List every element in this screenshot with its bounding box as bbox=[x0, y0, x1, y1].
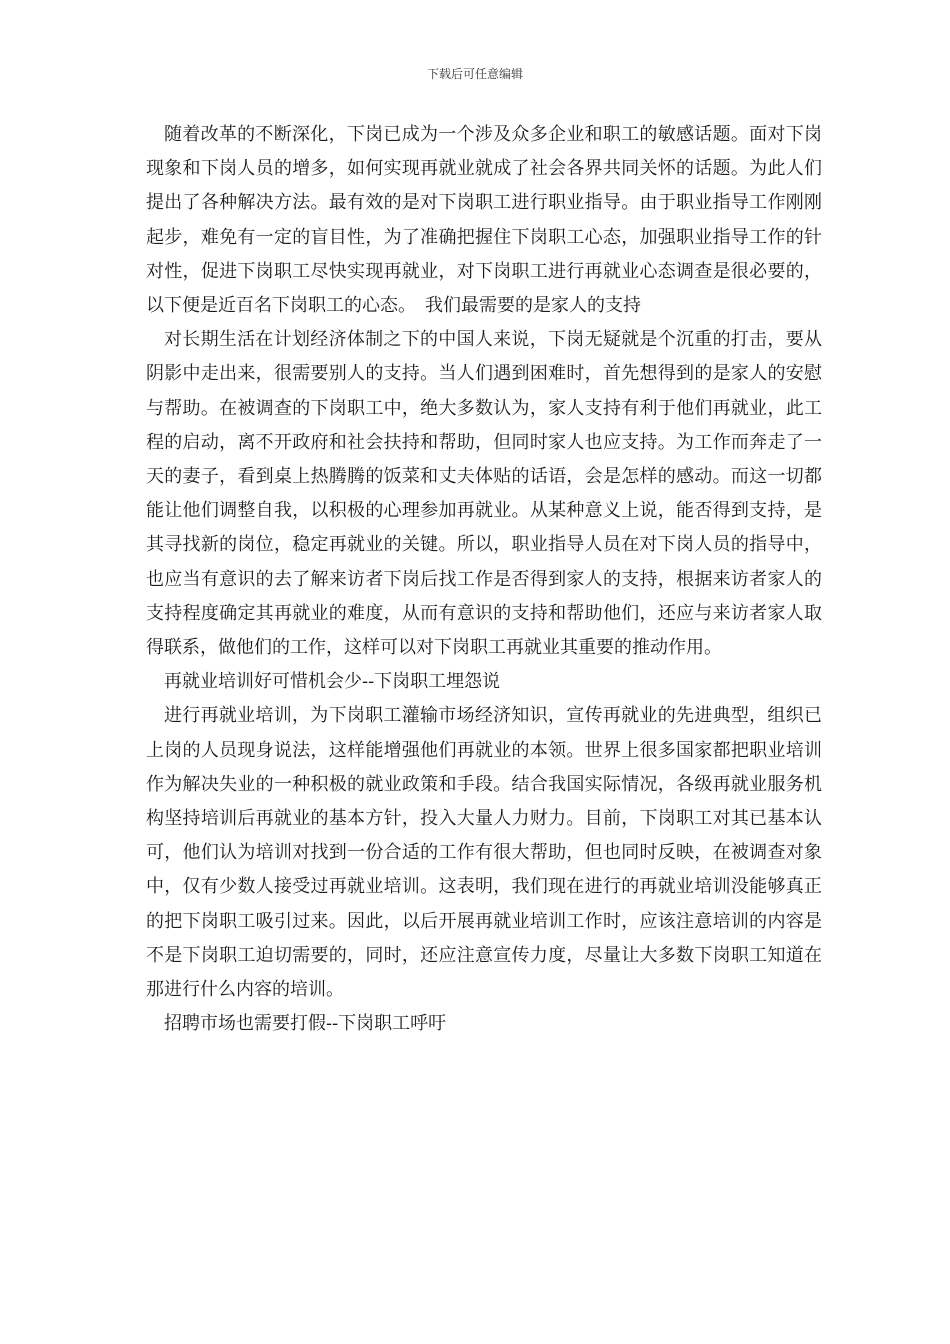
section-heading-recruitment: 招聘市场也需要打假--下岗职工呼吁 bbox=[164, 1013, 447, 1035]
paragraph-intro: 随着改革的不断深化，下岗已成为一个涉及众多企业和职工的敏感话题。面对下岗现象和下岗人员的增多，如何实现再就业就成了社会各界共同关怀的话题。为此人们提出了各种解决方法。最有效的是对下岗职工进行职业指导。由于职业指导工作刚刚起步，难免有一定的盲目性，为了准确把握住下岗职工心态，加强职业指导工作的针对性，促进下岗职工尽快实现再就业，对下岗职工进行再就业心态调查是很必要的，以下便是近百名下岗职工的心态。 我们最需要的是家人的支持 bbox=[146, 124, 822, 317]
paragraph-family-support: 对长期生活在计划经济体制之下的中国人来说，下岗无疑就是个沉重的打击，要从阴影中走出来，很需要别人的支持。当人们遇到困难时，首先想得到的是家人的安慰与帮助。在被调查的下岗职工中，绝大多数认为，家人支持有利于他们再就业，此工程的启动，离不开政府和社会扶持和帮助，但同时家人也应支持。为工作而奔走了一天的妻子，看到桌上热腾腾的饭菜和丈夫体贴的话语，会是怎样的感动。而这一切都能让他们调整自我，以积极的心理参加再就业。从某种意义上说，能否得到支持，是其寻找新的岗位，稳定再就业的关键。所以，职业指导人员在对下岗人员的指导中，也应当有意识的去了解来访者下岗后找工作是否得到家人的支持，根据来访者家人的支持程度确定其再就业的难度，从而有意识的支持和帮助他们，还应与来访者家人取得联系，做他们的工作，这样可以对下岗职工再就业其重要的推动作用。 bbox=[146, 329, 822, 659]
section-heading-training: 再就业培训好可惜机会少--下岗职工埋怨说 bbox=[164, 671, 501, 693]
paragraph-training: 进行再就业培训，为下岗职工灌输市场经济知识，宣传再就业的先进典型，组织已上岗的人员现身说法，这样能增强他们再就业的本领。世界上很多国家都把职业培训作为解决失业的一种积极的就业政策和手段。结合我国实际情况，各级再就业服务机构坚持培训后再就业的基本方针，投入大量人力财力。目前，下岗职工对其已基本认可，他们认为培训对找到一份合适的工作有很大帮助，但也同时反映，在被调查对象中，仅有少数人接受过再就业培训。这表明，我们现在进行的再就业培训没能够真正的把下岗职工吸引过来。因此，以后开展再就业培训工作时，应该注意培训的内容是不是下岗职工迫切需要的，同时，还应注意宣传力度，尽量让大多数下岗职工知道在那进行什么内容的培训。 bbox=[146, 705, 822, 1001]
page-header: 下载后可任意编辑 bbox=[426, 67, 523, 81]
document-body bbox=[146, 118, 822, 1041]
